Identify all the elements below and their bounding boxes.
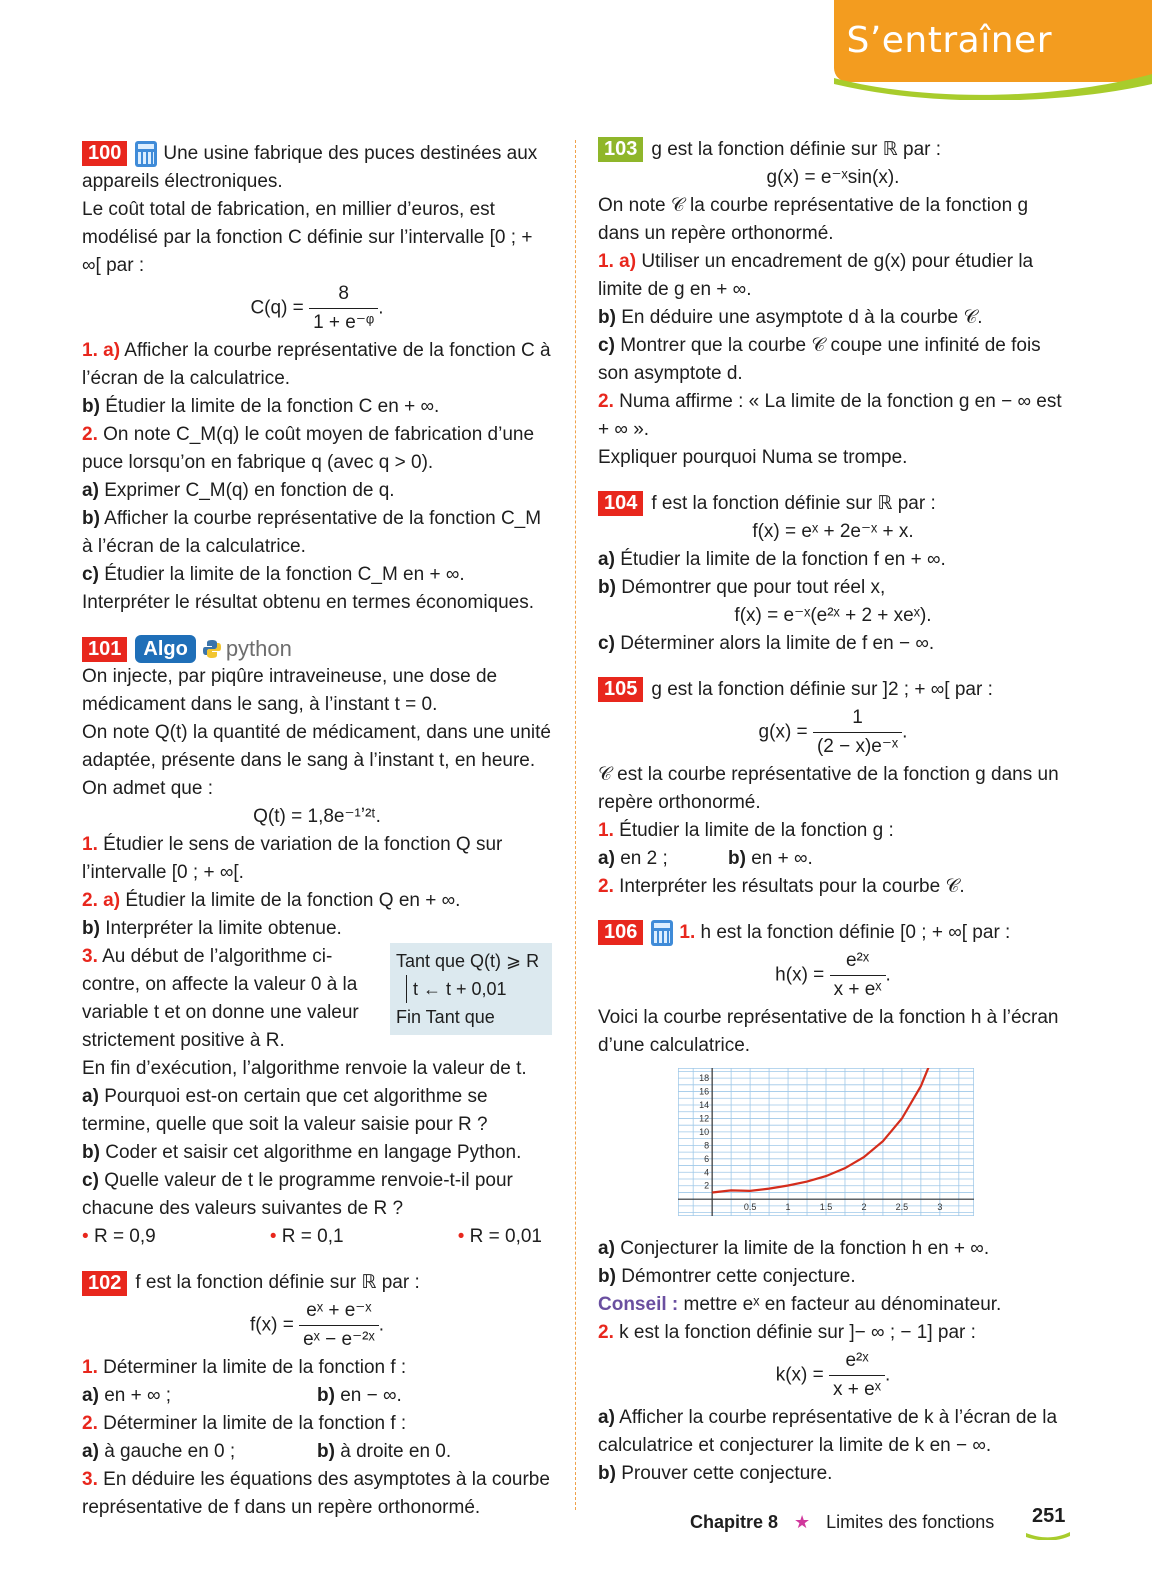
x-tick-label: 1.5 [819,1202,833,1213]
y-tick-label: 10 [699,1126,710,1137]
x-tick-label: 2.5 [895,1202,909,1213]
x-tick-label: 0.5 [743,1202,757,1213]
exercise-number: 100 [82,141,127,166]
x-tick-label: 3 [937,1202,943,1213]
column-divider [575,140,576,1510]
y-tick-label: 14 [699,1100,710,1110]
exercise-102: 102 f est la fonction définie sur ℝ par : f(x) = $\frac{\text{eˣ + e⁻ˣ}}{\text{eˣ − e⁻²ˣ}}$ . 1. Déterminer la limite de la fonction f : a) en + ∞ ; b) en − ∞. 2. Déterminer la limite de la fonction f : a) à gauche en 0 ; b) à droite en 0. 3. En déduire les équations des asymptotes à la courbe représentative de f dans un repère orthonormé. [82,1269,552,1522]
calculator-graph [678,1068,974,1216]
y-tick-label: 12 [699,1113,710,1124]
y-tick-label: 8 [704,1140,710,1151]
page-number-underline [1026,1530,1070,1540]
footer-chapter: Chapitre 8 ★ Limites des fonctions [690,1512,995,1532]
exercise-101: 101 Algo python On injecte, par piqûre intraveineuse, une dose de médicament dans le sang, à l’instant t = 0. On note Q(t) la quantité de médicament, dans une unité adaptée, présente dans le sang à l’instant t, en heure. On admet que : Q(t) = 1,8e⁻¹ʼ²ᵗ. 1. Étudier le sens de variation de la fonction Q sur l’intervalle [0 ; + ∞[. 2. a) Étudier la limite de la fonction Q en + ∞. b) Interpréter la limite obtenue. Tant que Q(t) ⩾ R t ← t + 0,01 Fin Tant que 3. Au début de l’algorithme ci-contre, on affecte la valeur 0 à la variable t et on donne une valeur strictement positive à R. En fin d’exécution, l’algorithme renvoie la valeur de t. a) Pourquoi est-on certain que cet algorithme se termine, quelle que soit la valeur saisie pour R ? b) Coder et saisir cet algorithme en langage Python. c) Quelle valeur de t le programme renvoie-t-il pour chacune des valeurs suivantes de R ? • R = 0,9 • R = 0,1 • R = 0,01 [82,635,552,1251]
header-swoosh [834,74,1152,100]
formula-g: g(x) = e⁻ˣsin(x). [766,167,900,188]
formula-q: Q(t) = 1,8e⁻¹ʼ²ᵗ. [253,806,381,828]
exercise-number: 103 [598,137,643,162]
exercise-number: 104 [598,491,643,516]
python-label: python [225,636,292,661]
python-logo-icon [202,639,222,659]
exercise-number: 106 [598,920,643,945]
algo-badge: Algo [135,635,195,663]
exercise-104: 104 f est la fonction définie sur ℝ par : f(x) = eˣ + 2e⁻ˣ + x. a) Étudier la limite de la fonction f en + ∞. b) Démontrer que pour tout réel x, f(x) = e⁻ˣ(e²ˣ + 2 + xeˣ). c) Déterminer alors la limite de f en − ∞. [598,492,946,654]
exercise-number: 102 [82,1271,127,1296]
y-tick-label: 4 [704,1167,710,1178]
formula-c: C(q) = $\frac{8}{\text{1 + e⁻ᵠ}}$ . [82,280,552,337]
x-tick-label: 1 [785,1202,791,1213]
x-tick-label: 2 [861,1202,867,1213]
exercise-100: 100 Une usine fabrique des puces destinées aux appareils électroniques. Le coût total de fabrication, en millier d’euros, est modélisé par la fonction C définie sur l’intervalle [0 ; + ∞[ par : C(q) = $\frac{8}{\text{1 + e⁻ᵠ}}$ . 1. a) Afficher la courbe représentative de la fonction C à l’écran de la calculatrice. b) Étudier la limite de la fonction C en + ∞. 2. On note C_M(q) le coût moyen de fabrication d’une puce lorsqu’on en fabrique q (avec q > 0). a) Exprimer C_M(q) en fonction de q. b) Afficher la courbe représentative de la fonction C_M à l’écran de la calculatrice. c) Étudier la limite de la fonction C_M en + ∞. Interpréter le résultat obtenu en termes économiques. [82,142,551,613]
exercise-105: 105 g est la fonction définie sur ]2 ; + ∞[ par : g(x) = $\frac{1}{\text{(2 − x)e⁻ˣ}}$ . 𝒞 est la courbe représentative de la fonction g dans un repère orthonormé. 1. Étudier la limite de la fonction g : a) en 2 ; b) en + ∞. 2. Interpréter les résultats pour la courbe 𝒞. [598,678,1059,897]
exercise-number: 105 [598,677,643,702]
algorithm-box: Tant que Q(t) ⩾ R t ← t + 0,01 Fin Tant que [390,943,552,1035]
exercise-number: 101 [82,637,127,662]
formula-f: f(x) = $\frac{\text{eˣ + e⁻ˣ}}{\text{eˣ − e⁻²ˣ}}$ . [82,1297,552,1354]
y-tick-label: 18 [699,1073,710,1084]
r-values: • R = 0,9 • R = 0,1 • R = 0,01 [82,1226,542,1248]
left-column [82,140,552,1540]
header-tab [834,0,1152,82]
calculator-icon [651,920,673,946]
y-tick-label: 16 [699,1086,710,1097]
exercise-103: 103 g est la fonction définie sur ℝ par : g(x) = e⁻ˣsin(x). On note 𝒞 la courbe représentative de la fonction g dans un repère orthonormé. 1. a) Utiliser un encadrement de g(x) pour étudier la limite de g en + ∞. b) En déduire une asymptote d à la courbe 𝒞. c) Montrer que la courbe 𝒞 coupe une infinité de fois son asymptote d. 2. Numa affirme : « La limite de la fonction g en − ∞ est + ∞ ». Expliquer pourquoi Numa se trompe. [598,136,1068,472]
y-tick-label: 2 [704,1180,710,1191]
calculator-icon [135,141,157,167]
right-column [598,136,1068,1506]
y-tick-label: 6 [704,1153,710,1164]
star-icon: ★ [794,1512,811,1532]
header-title: S’entraîner [846,20,1052,61]
exercise-106: 106 1. h est la fonction définie [0 ; + ∞[ par : h(x) = $\frac{\text{e²ˣ}}{\text{x + eˣ}}$ . Voici la courbe représentative de la fonction h à l’écran d’une calculatrice. 0.5 1 1.5 2 2.5 3 2 4 6 8 10 12 14 16 18 a) Conjecturer la limite de la fonction h en + ∞. b) Démontrer cette conjecture. Conseil : mettre eˣ en facteur au dénominateur. 2. k est la fonction définie sur ]− ∞ ; − 1] par : k(x) = $\frac{\text{e²ˣ}}{\text{x + eˣ}}$ . a) Afficher la courbe représentative de k à l’écran de la calculatrice et conjecturer la limite de k en − ∞. b) Prouver cette conjecture. [598,921,1059,1484]
page-number: 251 [1032,1505,1066,1527]
